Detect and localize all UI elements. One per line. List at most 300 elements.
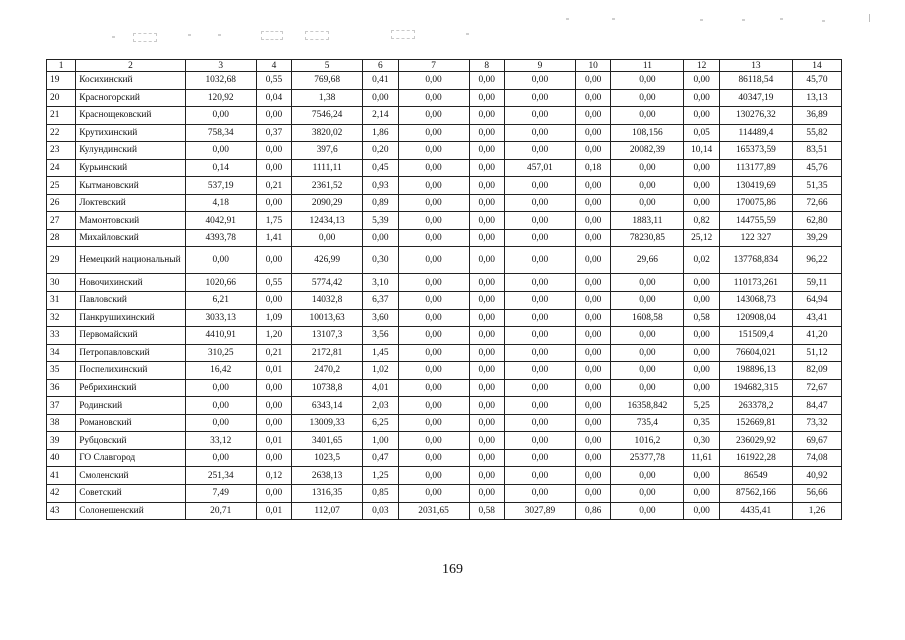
value-cell: 43,41 — [792, 309, 841, 327]
value-cell: 13107,3 — [292, 327, 363, 345]
value-cell: 236029,92 — [719, 432, 792, 450]
value-cell: 0,00 — [611, 327, 684, 345]
value-cell: 0,00 — [684, 362, 719, 380]
value-cell: 0,00 — [469, 159, 504, 177]
value-cell: 1,45 — [363, 344, 398, 362]
value-cell: 3,60 — [363, 309, 398, 327]
column-header: 8 — [469, 60, 504, 72]
table-row — [47, 309, 842, 327]
value-cell: 0,00 — [256, 107, 291, 125]
row-number-cell: 21 — [47, 107, 76, 125]
value-cell: 2172,81 — [292, 344, 363, 362]
value-cell: 11,61 — [684, 449, 719, 467]
district-name-cell: Михайловский — [76, 229, 186, 247]
row-number-cell: 41 — [47, 467, 76, 485]
value-cell: 2,14 — [363, 107, 398, 125]
value-cell: 86549 — [719, 467, 792, 485]
value-cell: 0,00 — [469, 72, 504, 90]
value-cell: 2090,29 — [292, 194, 363, 212]
value-cell: 96,22 — [792, 247, 841, 274]
value-cell: 137768,834 — [719, 247, 792, 274]
column-header: 10 — [575, 60, 610, 72]
value-cell: 5,25 — [684, 397, 719, 415]
value-cell: 62,80 — [792, 212, 841, 230]
value-cell: 56,66 — [792, 485, 841, 503]
value-cell: 0,00 — [575, 274, 610, 292]
value-cell: 1,20 — [256, 327, 291, 345]
value-cell: 0,00 — [256, 379, 291, 397]
value-cell: 0,00 — [469, 327, 504, 345]
value-cell: 0,00 — [575, 485, 610, 503]
value-cell: 0,00 — [256, 142, 291, 160]
table-row — [47, 124, 842, 142]
value-cell: 6,25 — [363, 414, 398, 432]
value-cell: 1016,2 — [611, 432, 684, 450]
value-cell: 0,00 — [398, 397, 469, 415]
value-cell: 0,00 — [398, 124, 469, 142]
district-name-cell: Мамонтовский — [76, 212, 186, 230]
value-cell: 33,12 — [185, 432, 256, 450]
value-cell: 0,00 — [504, 212, 575, 230]
value-cell: 758,34 — [185, 124, 256, 142]
value-cell: 114489,4 — [719, 124, 792, 142]
district-name-cell: Немецкий национальный — [76, 247, 186, 274]
value-cell: 0,00 — [611, 159, 684, 177]
value-cell: 198896,13 — [719, 362, 792, 380]
value-cell: 2470,2 — [292, 362, 363, 380]
value-cell: 0,00 — [504, 309, 575, 327]
column-header: 4 — [256, 60, 291, 72]
value-cell: 51,35 — [792, 177, 841, 195]
value-cell: 69,67 — [792, 432, 841, 450]
value-cell: 0,00 — [684, 89, 719, 107]
value-cell: 40347,19 — [719, 89, 792, 107]
column-header: 14 — [792, 60, 841, 72]
value-cell: 0,18 — [575, 159, 610, 177]
value-cell: 0,00 — [611, 485, 684, 503]
table-row — [47, 177, 842, 195]
value-cell: 130276,32 — [719, 107, 792, 125]
value-cell: 0,00 — [504, 362, 575, 380]
value-cell: 0,00 — [398, 485, 469, 503]
value-cell: 0,05 — [684, 124, 719, 142]
value-cell: 0,00 — [575, 229, 610, 247]
value-cell: 0,00 — [469, 177, 504, 195]
value-cell: 0,00 — [504, 327, 575, 345]
value-cell: 0,00 — [504, 449, 575, 467]
row-number-cell: 22 — [47, 124, 76, 142]
value-cell: 1,02 — [363, 362, 398, 380]
value-cell: 769,68 — [292, 72, 363, 90]
value-cell: 6,37 — [363, 292, 398, 310]
value-cell: 0,00 — [185, 107, 256, 125]
table-row — [47, 449, 842, 467]
value-cell: 0,00 — [185, 142, 256, 160]
value-cell: 426,99 — [292, 247, 363, 274]
value-cell: 0,85 — [363, 485, 398, 503]
table-row — [47, 159, 842, 177]
table-row — [47, 397, 842, 415]
value-cell: 0,00 — [256, 485, 291, 503]
value-cell: 16,42 — [185, 362, 256, 380]
value-cell: 143068,73 — [719, 292, 792, 310]
table-row — [47, 89, 842, 107]
value-cell: 3,56 — [363, 327, 398, 345]
value-cell: 0,00 — [575, 292, 610, 310]
value-cell: 16358,842 — [611, 397, 684, 415]
value-cell: 36,89 — [792, 107, 841, 125]
row-number-cell: 19 — [47, 72, 76, 90]
value-cell: 0,00 — [504, 274, 575, 292]
value-cell: 5774,42 — [292, 274, 363, 292]
value-cell: 0,00 — [398, 247, 469, 274]
row-number-cell: 37 — [47, 397, 76, 415]
value-cell: 0,00 — [398, 177, 469, 195]
value-cell: 84,47 — [792, 397, 841, 415]
value-cell: 0,00 — [611, 107, 684, 125]
value-cell: 0,00 — [575, 89, 610, 107]
district-name-cell: Панкрушихинский — [76, 309, 186, 327]
value-cell: 0,00 — [611, 467, 684, 485]
value-cell: 12434,13 — [292, 212, 363, 230]
district-name-cell: Новочихинский — [76, 274, 186, 292]
district-name-cell: Советский — [76, 485, 186, 503]
value-cell: 87562,166 — [719, 485, 792, 503]
value-cell: 0,00 — [684, 177, 719, 195]
value-cell: 0,00 — [611, 194, 684, 212]
district-name-cell: Павловский — [76, 292, 186, 310]
table-header-row — [47, 60, 842, 72]
table-row — [47, 142, 842, 160]
district-name-cell: Кулундинский — [76, 142, 186, 160]
value-cell: 0,30 — [363, 247, 398, 274]
district-name-cell: Крутихинский — [76, 124, 186, 142]
value-cell: 0,00 — [469, 247, 504, 274]
value-cell: 0,00 — [398, 379, 469, 397]
value-cell: 0,00 — [398, 142, 469, 160]
value-cell: 73,32 — [792, 414, 841, 432]
value-cell: 13,13 — [792, 89, 841, 107]
row-number-cell: 30 — [47, 274, 76, 292]
row-number-cell: 40 — [47, 449, 76, 467]
value-cell: 7,49 — [185, 485, 256, 503]
value-cell: 0,00 — [469, 142, 504, 160]
table-row — [47, 379, 842, 397]
value-cell: 2,03 — [363, 397, 398, 415]
value-cell: 151509,4 — [719, 327, 792, 345]
value-cell: 0,00 — [684, 344, 719, 362]
district-name-cell: Солонешенский — [76, 502, 186, 520]
value-cell: 0,00 — [575, 72, 610, 90]
value-cell: 0,00 — [398, 467, 469, 485]
value-cell: 113177,89 — [719, 159, 792, 177]
table-row — [47, 72, 842, 90]
value-cell: 0,00 — [504, 229, 575, 247]
row-number-cell: 31 — [47, 292, 76, 310]
row-number-cell: 38 — [47, 414, 76, 432]
value-cell: 170075,86 — [719, 194, 792, 212]
value-cell: 20,71 — [185, 502, 256, 520]
table-row — [47, 327, 842, 345]
value-cell: 457,01 — [504, 159, 575, 177]
value-cell: 2638,13 — [292, 467, 363, 485]
value-cell: 0,00 — [363, 89, 398, 107]
value-cell: 0,00 — [469, 229, 504, 247]
value-cell: 0,35 — [684, 414, 719, 432]
value-cell: 4410,91 — [185, 327, 256, 345]
value-cell: 6,21 — [185, 292, 256, 310]
row-number-cell: 27 — [47, 212, 76, 230]
row-number-cell: 35 — [47, 362, 76, 380]
value-cell: 0,55 — [256, 274, 291, 292]
value-cell: 0,00 — [256, 397, 291, 415]
row-number-cell: 42 — [47, 485, 76, 503]
value-cell: 152669,81 — [719, 414, 792, 432]
value-cell: 6343,14 — [292, 397, 363, 415]
value-cell: 0,00 — [469, 397, 504, 415]
value-cell: 0,89 — [363, 194, 398, 212]
table-row — [47, 194, 842, 212]
value-cell: 0,00 — [575, 362, 610, 380]
value-cell: 4,18 — [185, 194, 256, 212]
value-cell: 0,00 — [398, 362, 469, 380]
value-cell: 0,00 — [469, 107, 504, 125]
value-cell: 165373,59 — [719, 142, 792, 160]
value-cell: 0,00 — [185, 397, 256, 415]
row-number-cell: 33 — [47, 327, 76, 345]
value-cell: 0,00 — [398, 72, 469, 90]
value-cell: 45,70 — [792, 72, 841, 90]
value-cell: 0,00 — [256, 159, 291, 177]
value-cell: 161922,28 — [719, 449, 792, 467]
value-cell: 0,00 — [469, 379, 504, 397]
value-cell: 0,58 — [684, 309, 719, 327]
value-cell: 0,00 — [575, 449, 610, 467]
value-cell: 0,01 — [256, 502, 291, 520]
district-name-cell: Курьинский — [76, 159, 186, 177]
value-cell: 0,00 — [469, 292, 504, 310]
district-name-cell: Краснощековский — [76, 107, 186, 125]
faint-header-marks — [0, 0, 905, 50]
value-cell: 0,00 — [575, 397, 610, 415]
row-number-cell: 39 — [47, 432, 76, 450]
value-cell: 0,00 — [684, 502, 719, 520]
value-cell: 0,00 — [504, 142, 575, 160]
value-cell: 0,00 — [398, 159, 469, 177]
value-cell: 0,00 — [684, 159, 719, 177]
value-cell: 25,12 — [684, 229, 719, 247]
district-name-cell: Родинский — [76, 397, 186, 415]
value-cell: 251,34 — [185, 467, 256, 485]
value-cell: 41,20 — [792, 327, 841, 345]
value-cell: 0,00 — [575, 177, 610, 195]
value-cell: 20082,39 — [611, 142, 684, 160]
table-row — [47, 362, 842, 380]
value-cell: 0,00 — [611, 89, 684, 107]
value-cell: 110173,261 — [719, 274, 792, 292]
district-name-cell: Первомайский — [76, 327, 186, 345]
value-cell: 0,00 — [684, 467, 719, 485]
value-cell: 0,00 — [575, 467, 610, 485]
value-cell: 3027,89 — [504, 502, 575, 520]
value-cell: 45,76 — [792, 159, 841, 177]
district-name-cell: Рубцовский — [76, 432, 186, 450]
value-cell: 0,00 — [611, 344, 684, 362]
value-cell: 0,02 — [684, 247, 719, 274]
value-cell: 0,21 — [256, 177, 291, 195]
value-cell: 0,00 — [185, 449, 256, 467]
value-cell: 1,86 — [363, 124, 398, 142]
value-cell: 0,47 — [363, 449, 398, 467]
value-cell: 0,00 — [575, 212, 610, 230]
value-cell: 72,66 — [792, 194, 841, 212]
value-cell: 0,00 — [398, 449, 469, 467]
value-cell: 0,00 — [185, 414, 256, 432]
value-cell: 0,00 — [684, 107, 719, 125]
value-cell: 0,00 — [611, 274, 684, 292]
value-cell: 0,00 — [398, 212, 469, 230]
value-cell: 0,01 — [256, 362, 291, 380]
value-cell: 2361,52 — [292, 177, 363, 195]
value-cell: 4435,41 — [719, 502, 792, 520]
value-cell: 0,00 — [611, 72, 684, 90]
district-name-cell: ГО Славгород — [76, 449, 186, 467]
value-cell: 0,00 — [684, 72, 719, 90]
value-cell: 0,00 — [504, 379, 575, 397]
value-cell: 0,30 — [684, 432, 719, 450]
column-header: 7 — [398, 60, 469, 72]
value-cell: 0,00 — [504, 194, 575, 212]
value-cell: 194682,315 — [719, 379, 792, 397]
value-cell: 39,29 — [792, 229, 841, 247]
value-cell: 78230,85 — [611, 229, 684, 247]
value-cell: 0,00 — [611, 292, 684, 310]
value-cell: 0,00 — [504, 292, 575, 310]
district-name-cell: Кытмановский — [76, 177, 186, 195]
table-row — [47, 502, 842, 520]
row-number-cell: 32 — [47, 309, 76, 327]
value-cell: 0,00 — [469, 274, 504, 292]
value-cell: 1608,58 — [611, 309, 684, 327]
value-cell: 10738,8 — [292, 379, 363, 397]
value-cell: 0,00 — [469, 414, 504, 432]
value-cell: 0,00 — [398, 309, 469, 327]
row-number-cell: 36 — [47, 379, 76, 397]
district-name-cell: Романовский — [76, 414, 186, 432]
value-cell: 0,00 — [398, 194, 469, 212]
value-cell: 0,00 — [469, 362, 504, 380]
row-number-cell: 34 — [47, 344, 76, 362]
value-cell: 0,12 — [256, 467, 291, 485]
column-header: 5 — [292, 60, 363, 72]
column-header: 2 — [76, 60, 186, 72]
table-row — [47, 274, 842, 292]
value-cell: 0,00 — [575, 414, 610, 432]
table-body — [47, 72, 842, 520]
column-header: 11 — [611, 60, 684, 72]
table-row — [47, 212, 842, 230]
value-cell: 0,45 — [363, 159, 398, 177]
value-cell: 10013,63 — [292, 309, 363, 327]
value-cell: 1,09 — [256, 309, 291, 327]
value-cell: 76604,021 — [719, 344, 792, 362]
value-cell: 0,00 — [684, 274, 719, 292]
value-cell: 0,86 — [575, 502, 610, 520]
value-cell: 0,00 — [504, 72, 575, 90]
value-cell: 0,00 — [363, 229, 398, 247]
value-cell: 0,00 — [504, 124, 575, 142]
table-row — [47, 344, 842, 362]
value-cell: 0,00 — [504, 247, 575, 274]
value-cell: 1,25 — [363, 467, 398, 485]
row-number-cell: 25 — [47, 177, 76, 195]
value-cell: 0,00 — [398, 344, 469, 362]
column-header: 9 — [504, 60, 575, 72]
value-cell: 0,00 — [469, 432, 504, 450]
value-cell: 0,00 — [469, 485, 504, 503]
value-cell: 0,00 — [684, 194, 719, 212]
value-cell: 4042,91 — [185, 212, 256, 230]
value-cell: 0,00 — [398, 229, 469, 247]
page-number: 169 — [442, 562, 463, 577]
value-cell: 0,00 — [611, 502, 684, 520]
value-cell: 0,00 — [185, 247, 256, 274]
value-cell: 0,00 — [575, 142, 610, 160]
value-cell: 5,39 — [363, 212, 398, 230]
row-number-cell: 23 — [47, 142, 76, 160]
value-cell: 40,92 — [792, 467, 841, 485]
value-cell: 0,00 — [398, 292, 469, 310]
value-cell: 0,00 — [398, 107, 469, 125]
value-cell: 263378,2 — [719, 397, 792, 415]
value-cell: 0,00 — [575, 194, 610, 212]
value-cell: 1020,66 — [185, 274, 256, 292]
value-cell: 537,19 — [185, 177, 256, 195]
value-cell: 0,00 — [575, 107, 610, 125]
value-cell: 3033,13 — [185, 309, 256, 327]
column-header: 12 — [684, 60, 719, 72]
district-name-cell: Петропавловский — [76, 344, 186, 362]
district-name-cell: Смоленский — [76, 467, 186, 485]
table-row — [47, 247, 842, 274]
value-cell: 0,93 — [363, 177, 398, 195]
value-cell: 0,00 — [504, 414, 575, 432]
value-cell: 0,41 — [363, 72, 398, 90]
value-cell: 72,67 — [792, 379, 841, 397]
row-number-cell: 20 — [47, 89, 76, 107]
row-number-cell: 43 — [47, 502, 76, 520]
value-cell: 0,00 — [611, 362, 684, 380]
value-cell: 0,00 — [575, 344, 610, 362]
value-cell: 0,00 — [575, 432, 610, 450]
value-cell: 1316,35 — [292, 485, 363, 503]
value-cell: 3820,02 — [292, 124, 363, 142]
value-cell: 0,58 — [469, 502, 504, 520]
table-row — [47, 414, 842, 432]
value-cell: 0,00 — [684, 379, 719, 397]
district-name-cell: Ребрихинский — [76, 379, 186, 397]
value-cell: 0,00 — [398, 89, 469, 107]
value-cell: 0,82 — [684, 212, 719, 230]
value-cell: 1883,11 — [611, 212, 684, 230]
value-cell: 0,00 — [469, 344, 504, 362]
value-cell: 86118,54 — [719, 72, 792, 90]
value-cell: 0,00 — [504, 432, 575, 450]
value-cell: 0,00 — [611, 379, 684, 397]
column-header: 3 — [185, 60, 256, 72]
table-row — [47, 292, 842, 310]
value-cell: 0,00 — [292, 229, 363, 247]
